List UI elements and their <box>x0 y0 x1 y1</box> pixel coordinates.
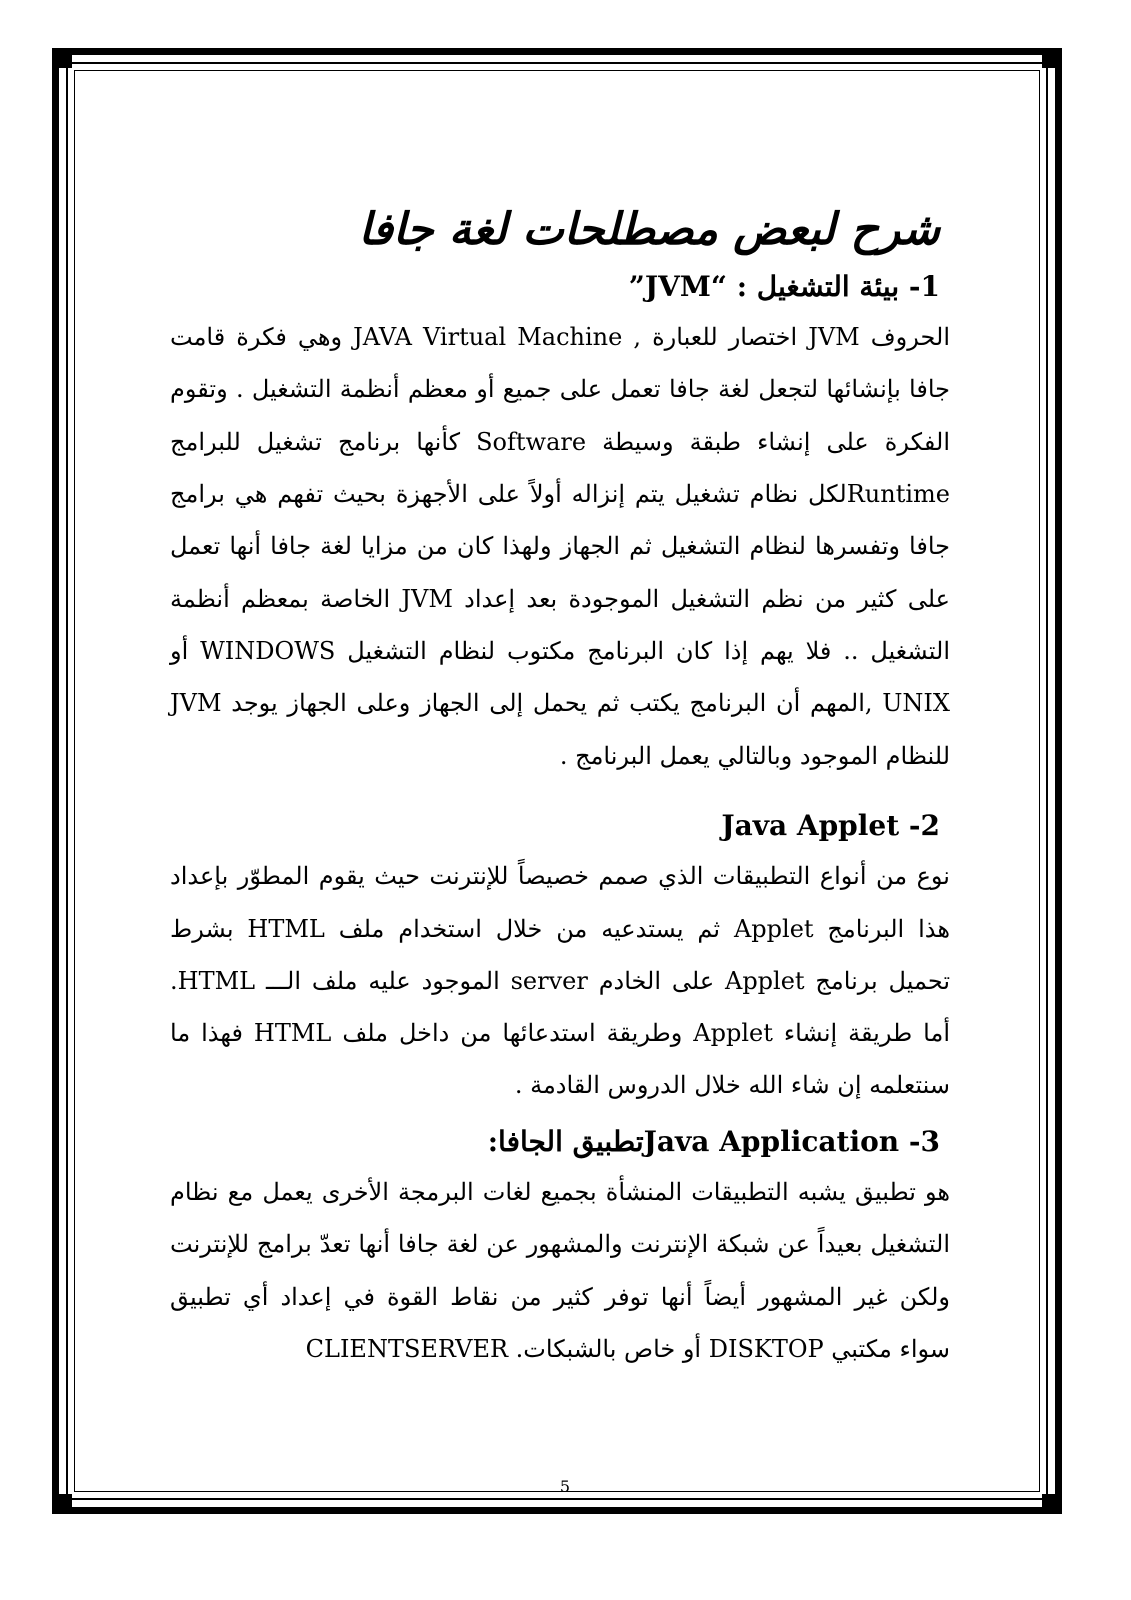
section-body-applet: نوع من أنواع التطبيقات الذي صمم خصيصاً للإنترنت حيث يقوم المطوّر بإعداد هذا البرنامج Applet ثم يستدعيه من خلال استخدام ملف HTML بشرط تحميل برنامج Applet على الخادم server الموجود عليه ملف الـــ HTML. أما طريقة إنشاء Applet وطريقة استدعائها من داخل ملف HTML فهذا ما سنتعلمه إن شاء الله خلال الدروس القادمة . <box>170 862 951 1100</box>
border-corner-ornament <box>52 48 72 68</box>
footer-divider <box>425 1498 705 1499</box>
section-heading-jvm: 1- بيئة التشغيل : “JVM” <box>628 269 940 303</box>
section-heading-applet: Java Applet -2 <box>721 808 940 842</box>
section-body-application: هو تطبيق يشبه التطبيقات المنشأة بجميع لغات البرمجة الأخرى يعمل مع نظام التشغيل بعيداً عن شبكة الإنترنت والمشهور عن لغة جافا أنها تعدّ برامج للإنترنت ولكن غير المشهور أيضاً أنها توفر كثير من نقاط القوة في إعداد أي تطبيق سواء مكتبي DISKTOP أو خاص بالشبكات. CLIENTSERVER <box>170 1178 950 1364</box>
section-body-jvm: الحروف JVM اختصار للعبارة , JAVA Virtual Machine وهي فكرة قامت جافا بإنشائها لتجعل لغة جافا تعمل على جميع أو معظم أنظمة التشغيل . وتقوم الفكرة على إنشاء طبقة وسيطة Software كأنها برنامج تشغيل للبرامج Runtimeلكل نظام تشغيل يتم إنزاله أولاً على الأجهزة بحيث تفهم هي برامج جافا وتفسرها لنظام التشغيل ثم الجهاز ولهذا كان من مزايا لغة جافا أنها تعمل على كثير من نظم التشغيل الموجودة بعد إعداد JVM الخاصة بمعظم أنظمة التشغيل .. فلا يهم إذا كان البرنامج مكتوب لنظام التشغيل WINDOWS أو UNIX ,المهم أن البرنامج يكتب ثم يحمل إلى الجهاز وعلى الجهاز يوجد JVM للنظام الموجود وبالتالي يعمل البرنامج . <box>170 323 951 770</box>
border-corner-ornament <box>1042 1494 1062 1514</box>
page-number: 5 <box>559 1477 571 1496</box>
section-heading-application: Java Application -3تطبيق الجافا: <box>487 1124 940 1158</box>
page-title: شرح لبعض مصطلحات لغة جافا <box>358 204 940 255</box>
border-corner-ornament <box>1042 48 1062 68</box>
border-corner-ornament <box>52 1494 72 1514</box>
page-content <box>170 190 950 1375</box>
